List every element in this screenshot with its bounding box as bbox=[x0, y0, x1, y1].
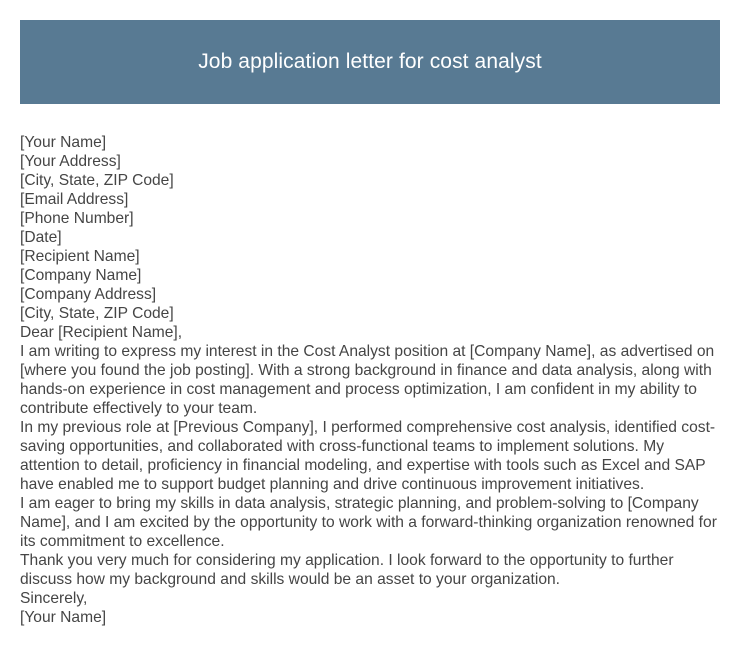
signature-name: [Your Name] bbox=[20, 609, 107, 626]
sender-address: [Your Address] bbox=[20, 153, 121, 170]
paragraph-motivation: I am eager to bring my skills in data analysis, strategic planning, and problem-solving to [Company Name], and I am excited by the opportunity to work with a forward-thinking organization renowned for its commitment to excellence. bbox=[20, 495, 717, 550]
title-banner bbox=[20, 20, 720, 104]
sender-phone: [Phone Number] bbox=[20, 210, 134, 227]
sender-email: [Email Address] bbox=[20, 191, 129, 208]
recipient-city-state-zip: [City, State, ZIP Code] bbox=[20, 305, 174, 322]
recipient-name: [Recipient Name] bbox=[20, 248, 140, 265]
sender-name: [Your Name] bbox=[20, 134, 107, 151]
paragraph-closing: Thank you very much for considering my application. I look forward to the opportunity to further discuss how my background and skills would be an asset to your organization. bbox=[20, 552, 674, 588]
page-title: Job application letter for cost analyst bbox=[198, 50, 542, 73]
sender-city-state-zip: [City, State, ZIP Code] bbox=[20, 172, 174, 189]
sign-off: Sincerely, bbox=[20, 590, 88, 607]
recipient-company-address: [Company Address] bbox=[20, 286, 157, 303]
recipient-company: [Company Name] bbox=[20, 267, 142, 284]
letter-date: [Date] bbox=[20, 229, 62, 246]
letter-body bbox=[20, 133, 722, 627]
salutation: Dear [Recipient Name], bbox=[20, 324, 183, 341]
paragraph-intro: I am writing to express my interest in the Cost Analyst position at [Company Name], as advertised on [where you found the job posting]. With a strong background in finance and data analysis, along with hands-on experience in cost management and process optimization, I am confident in my ability to contribute effectively to your team. bbox=[20, 343, 715, 417]
paragraph-experience: In my previous role at [Previous Company], I performed comprehensive cost analysis, identified cost-saving opportunities, and collaborated with cross-functional teams to implement solutions. My attention to detail, proficiency in financial modeling, and expertise with tools such as Excel and SAP have enabled me to support budget planning and drive continuous improvement initiatives. bbox=[20, 419, 716, 493]
